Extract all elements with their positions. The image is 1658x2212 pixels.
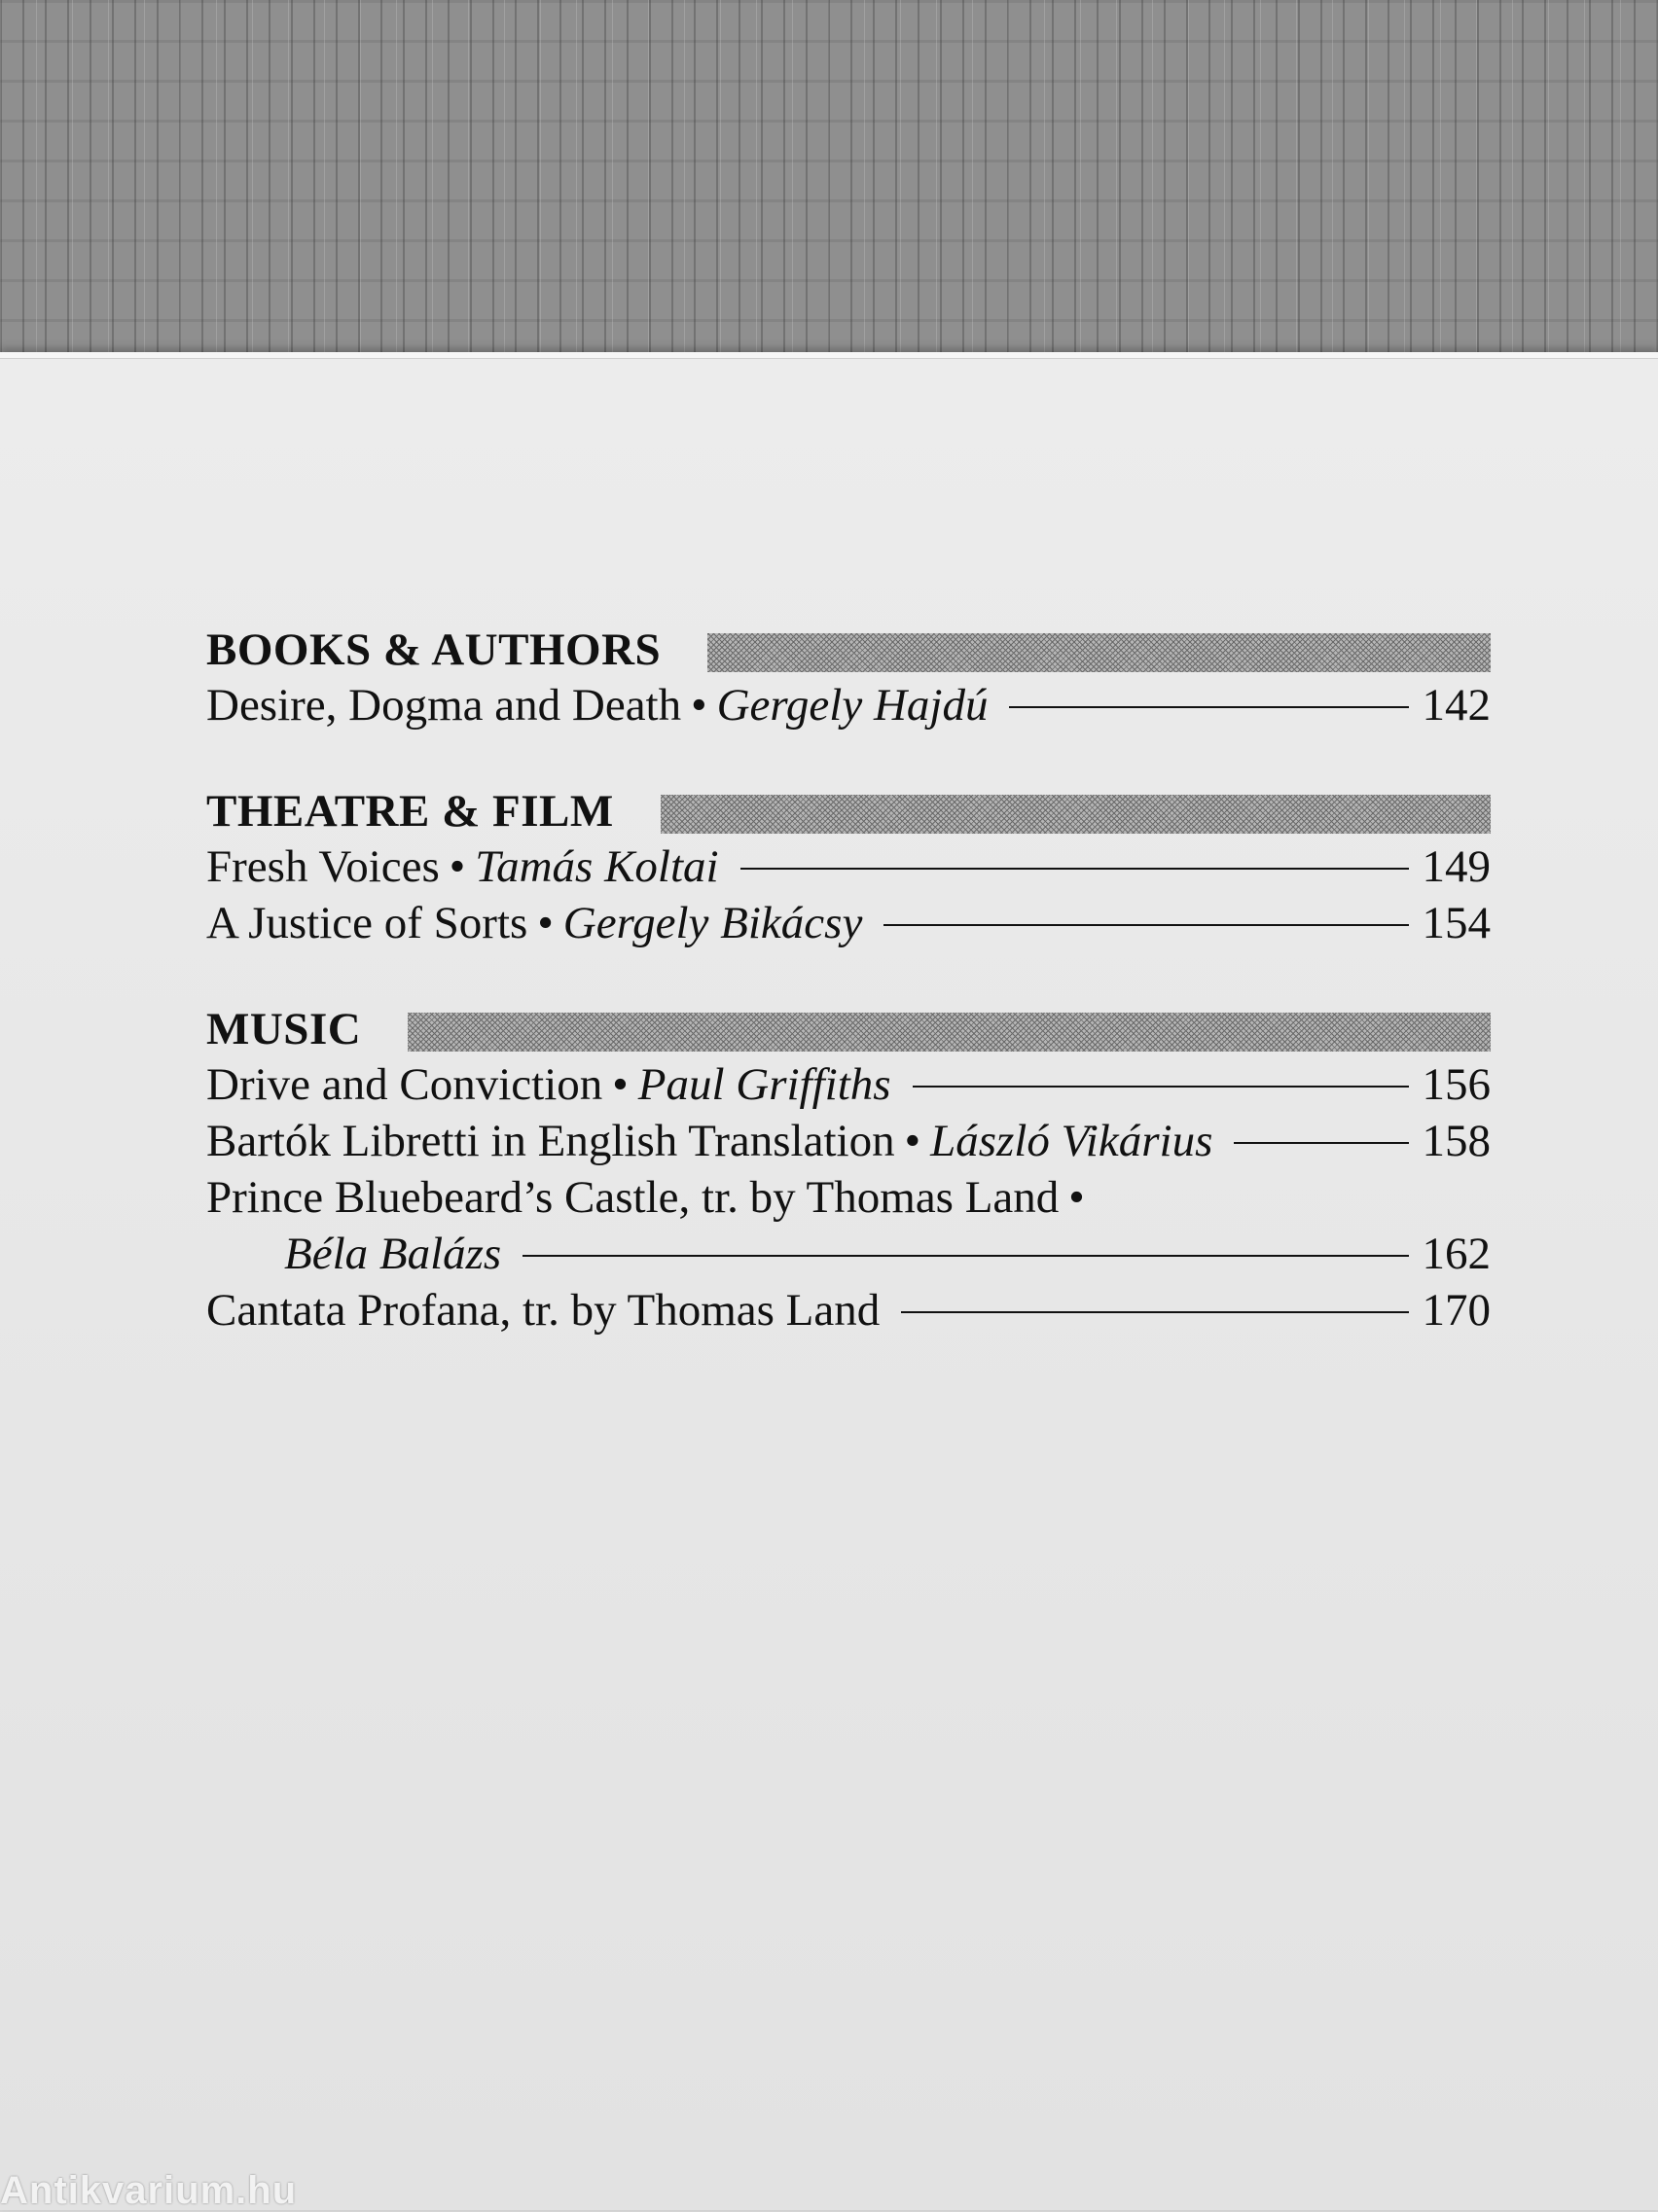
leader-line bbox=[913, 1086, 1409, 1088]
toc-entry[interactable] bbox=[206, 838, 1491, 895]
entry-title: Drive and Conviction bbox=[206, 1059, 603, 1110]
entry-page-number: 162 bbox=[1422, 1229, 1491, 1279]
section-divider-bar bbox=[408, 1013, 1491, 1052]
entry-author: Béla Balázs bbox=[284, 1229, 502, 1279]
bullet-separator: • bbox=[449, 841, 466, 892]
section-music bbox=[206, 1002, 1491, 1338]
bullet-separator: • bbox=[537, 898, 554, 948]
entry-title: Bartók Libretti in English Translation bbox=[206, 1116, 895, 1166]
leader-line bbox=[523, 1255, 1409, 1257]
entry-page-number: 170 bbox=[1422, 1285, 1491, 1336]
entry-page-number: 149 bbox=[1422, 841, 1491, 892]
entry-page-number: 156 bbox=[1422, 1059, 1491, 1110]
entry-page-number: 142 bbox=[1422, 680, 1491, 731]
bullet-separator: • bbox=[612, 1059, 629, 1110]
toc-entry[interactable] bbox=[206, 1113, 1491, 1169]
toc-entry-first-line[interactable] bbox=[206, 1169, 1491, 1226]
entry-title: Fresh Voices bbox=[206, 841, 440, 892]
entry-author: Gergely Hajdú bbox=[716, 680, 989, 731]
section-title: BOOKS & AUTHORS bbox=[206, 624, 662, 675]
leader-line bbox=[883, 924, 1409, 926]
toc-entry[interactable] bbox=[206, 677, 1491, 733]
section-header bbox=[206, 623, 1491, 677]
leader-line bbox=[1009, 706, 1409, 708]
bullet-separator: • bbox=[691, 680, 707, 731]
wood-background bbox=[0, 0, 1658, 362]
entry-page-number: 154 bbox=[1422, 898, 1491, 948]
section-divider-bar bbox=[661, 795, 1491, 834]
leader-line bbox=[740, 868, 1409, 870]
section-header bbox=[206, 784, 1491, 838]
table-of-contents bbox=[206, 623, 1491, 1389]
section-title: THEATRE & FILM bbox=[206, 786, 614, 837]
entry-title: A Justice of Sorts bbox=[206, 898, 528, 948]
toc-entry[interactable] bbox=[206, 1056, 1491, 1113]
bullet-separator: • bbox=[904, 1116, 921, 1166]
section-theatre-film bbox=[206, 784, 1491, 951]
section-divider-bar bbox=[707, 633, 1491, 672]
leader-line bbox=[901, 1311, 1409, 1313]
section-title: MUSIC bbox=[206, 1004, 362, 1054]
entry-title: Prince Bluebeard’s Castle, tr. by Thomas Land bbox=[206, 1172, 1060, 1223]
entry-author: László Vikárius bbox=[930, 1116, 1213, 1166]
entry-title: Cantata Profana, tr. by Thomas Land bbox=[206, 1285, 881, 1336]
section-books-authors bbox=[206, 623, 1491, 733]
bullet-separator: • bbox=[1068, 1172, 1085, 1223]
section-header bbox=[206, 1002, 1491, 1056]
page-edge bbox=[0, 352, 1658, 359]
entry-author: Gergely Bikácsy bbox=[562, 898, 863, 948]
toc-entry-continuation[interactable] bbox=[206, 1226, 1491, 1282]
leader-line bbox=[1234, 1142, 1409, 1144]
entry-title: Desire, Dogma and Death bbox=[206, 680, 682, 731]
entry-author: Paul Griffiths bbox=[637, 1059, 891, 1110]
watermark-text: Antikvarium.hu bbox=[0, 2169, 298, 2212]
toc-entry[interactable] bbox=[206, 1282, 1491, 1338]
toc-entry[interactable] bbox=[206, 895, 1491, 951]
entry-author: Tamás Koltai bbox=[475, 841, 719, 892]
entry-page-number: 158 bbox=[1422, 1116, 1491, 1166]
